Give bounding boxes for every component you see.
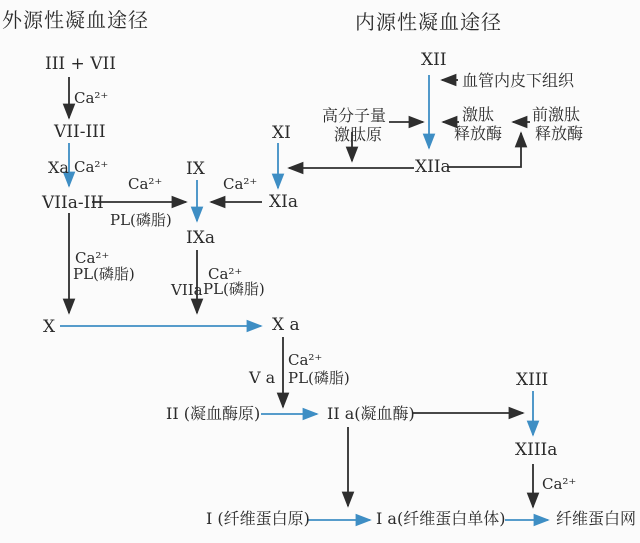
node-factor-xii: XII	[421, 50, 447, 70]
label-cofactor-viia: VIIa	[171, 281, 203, 299]
node-factor-vii-iii: VII-III	[54, 122, 106, 142]
label-ca-7: Ca²⁺	[288, 351, 323, 369]
label-ca-3: Ca²⁺	[128, 175, 163, 193]
node-factor-xiiia: XIIIa	[515, 440, 558, 460]
node-factor-xia: XIa	[269, 192, 298, 212]
label-ca-4: Ca²⁺	[75, 249, 110, 267]
node-factor-xi: XI	[272, 123, 291, 143]
label-cofactor-xa: Xa	[48, 158, 69, 177]
label-prekallikrein-line2: 释放酶	[535, 124, 584, 143]
node-factor-xiii: XIII	[516, 370, 549, 390]
label-subendothelial-tissue: 血管内皮下组织	[462, 71, 575, 90]
label-kallikrein-line2: 释放酶	[454, 124, 503, 143]
node-factor-ix: IX	[186, 159, 205, 179]
node-factor-x: X	[43, 317, 56, 337]
label-ca-1: Ca²⁺	[74, 89, 109, 107]
label-pl-4: PL(磷脂)	[288, 369, 350, 387]
node-thrombin: II a(凝血酶)	[327, 404, 415, 423]
label-pl-3: PL(磷脂)	[203, 280, 265, 298]
node-factor-xa: X a	[272, 315, 300, 335]
node-factor-viia-iii: VIIa-III	[42, 193, 104, 213]
node-fibrin-net: 纤维蛋白网	[556, 509, 637, 528]
node-fibrinogen: I (纤维蛋白原)	[206, 509, 310, 528]
title-extrinsic-pathway: 外源性凝血途径	[2, 8, 149, 32]
label-ca-8: Ca²⁺	[542, 475, 577, 493]
title-intrinsic-pathway: 内源性凝血途径	[355, 10, 502, 34]
label-ca-5: Ca²⁺	[223, 175, 258, 193]
label-hmw-kininogen-line2: 激肽原	[334, 125, 383, 144]
node-factor-xiia: XIIa	[415, 157, 451, 177]
label-kallikrein-line1: 激肽	[462, 105, 495, 124]
node-fibrin-monomer: I a(纤维蛋白单体)	[376, 509, 506, 528]
label-cofactor-va: V a	[249, 368, 276, 387]
label-prekallikrein-line1: 前激肽	[532, 105, 581, 124]
node-factor-iii-vii: III + VII	[45, 54, 116, 74]
label-ca-6: Ca²⁺	[208, 265, 243, 283]
label-pl-2: PL(磷脂)	[73, 265, 135, 283]
node-prothrombin: II (凝血酶原)	[166, 404, 261, 423]
node-factor-ixa: IXa	[186, 228, 215, 248]
label-pl-1: PL(磷脂)	[110, 211, 172, 229]
label-ca-2: Ca²⁺	[74, 158, 109, 176]
label-hmw-kininogen-line1: 高分子量	[322, 106, 387, 125]
